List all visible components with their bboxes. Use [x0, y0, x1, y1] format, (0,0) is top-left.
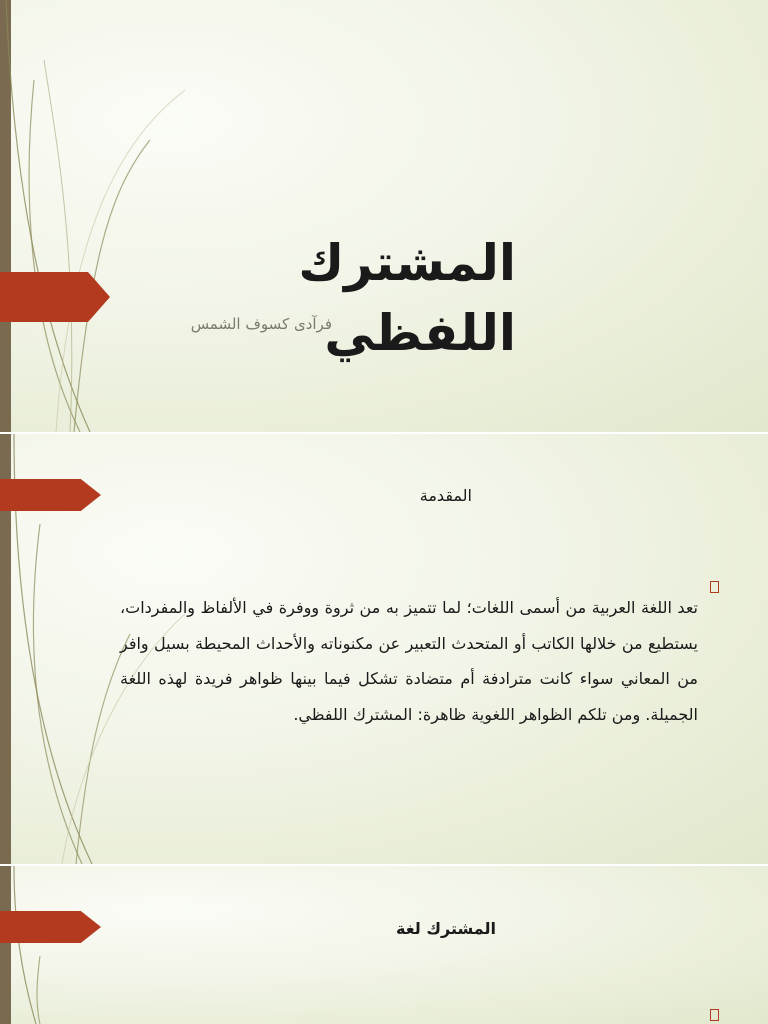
side-bar: [0, 0, 11, 432]
section-heading: المشترك لغة: [396, 919, 496, 938]
accent-tag: [0, 479, 101, 511]
decorative-curves: [0, 866, 200, 1024]
introduction-slide: [0, 434, 768, 864]
bullet-marker-icon: [710, 581, 719, 593]
definition-slide: [0, 866, 768, 1024]
accent-tag: [0, 911, 101, 943]
bullet-marker-icon: [710, 1009, 719, 1021]
slide-subtitle: فرآدى كسوف الشمس: [190, 315, 332, 333]
intro-paragraph: تعد اللغة العربية من أسمى اللغات؛ لما تتميز به من ثروة ووفرة في الألفاظ والمفردات، يستطيع من خلالها الكاتب أو المتحدث التعبير عن مكنوناته والأحداث المحيطة بسيل وافر من المعاني سواء كانت مترادفة أم متضادة تشكل فيما بينها ظواهر فريدة لهذه اللغة الجميلة. ومن تلكم الظواهر اللغوية ظاهرة: المشترك اللفظي.: [120, 598, 698, 724]
accent-tag: [0, 272, 110, 322]
side-bar: [0, 866, 11, 1024]
title-slide: [0, 0, 768, 432]
section-heading: المقدمة: [419, 486, 472, 505]
slide-title: المشترك اللفظي: [298, 234, 516, 362]
